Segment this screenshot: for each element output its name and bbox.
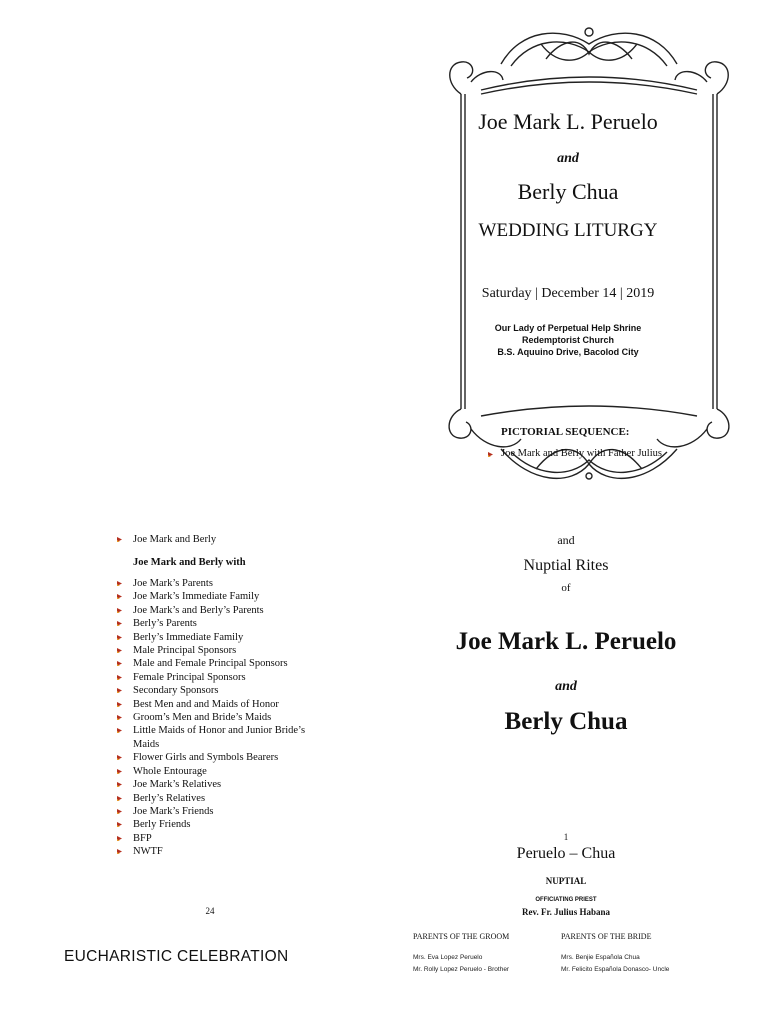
list-item-label: Male Principal Sponsors: [133, 645, 237, 657]
pictorial-sequence-list: [116, 577, 326, 859]
right-bride-name: Berly Chua: [504, 708, 628, 735]
of-text: of: [561, 582, 571, 594]
list-item-label: Joe Mark’s Friends: [133, 805, 214, 817]
cover-and: and: [557, 151, 579, 166]
list-item: [116, 818, 326, 831]
diamond-bullet-icon: [116, 821, 123, 828]
cover-date-month-day: December 14: [541, 286, 617, 301]
diamond-bullet-icon: [116, 620, 123, 627]
diamond-bullet-icon: [116, 781, 123, 788]
groom-parent: Mrs. Eva Lopez Peruelo: [413, 954, 483, 961]
diamond-bullet-icon: [116, 714, 123, 721]
cover-date-day: Saturday: [481, 286, 532, 301]
diamond-bullet-icon: [116, 634, 123, 641]
list-item: [116, 845, 326, 858]
list-item-label: Berly’s Parents: [133, 618, 197, 630]
bride-parent: Mr. Felicito Española Donasco- Uncle: [561, 966, 670, 973]
diamond-bullet-icon: [116, 754, 123, 761]
officiating-label: OFFICIATING PRIEST: [535, 897, 597, 903]
diamond-bullet-icon: [116, 848, 123, 855]
date-separator: |: [535, 286, 542, 301]
list-item-label: NWTF: [133, 846, 163, 858]
list-item: [116, 751, 326, 764]
list-item-label: Groom’s Men and Bride’s Maids: [133, 712, 272, 724]
church-line-3: B.S. Aquuino Drive, Bacolod City: [497, 347, 639, 357]
right-and: and: [557, 533, 575, 547]
diamond-bullet-icon: [116, 808, 123, 815]
diamond-bullet-icon: [116, 660, 123, 667]
list-item: [116, 711, 326, 724]
pictorial-heading: PICTORIAL SEQUENCE:: [501, 426, 630, 438]
nuptial-rites: Nuptial Rites: [523, 557, 609, 574]
list-item-label: Male and Female Principal Sponsors: [133, 658, 288, 670]
page-number-left: 24: [205, 906, 215, 916]
with-heading: Joe Mark and Berly with: [133, 557, 246, 568]
list-item: [116, 577, 326, 590]
list-item: [116, 832, 326, 845]
diamond-bullet-icon: [116, 768, 123, 775]
diamond-bullet-icon: [116, 580, 123, 587]
date-separator: |: [619, 286, 627, 301]
list-item: [116, 765, 326, 778]
diamond-bullet-icon: [116, 687, 123, 694]
list-item-label: Joe Mark’s Immediate Family: [133, 591, 260, 603]
list-item: [116, 644, 326, 657]
list-item: [116, 792, 326, 805]
diamond-bullet-icon: [116, 795, 123, 802]
nuptial-label: NUPTIAL: [545, 876, 587, 886]
list-item-label: Joe Mark’s Relatives: [133, 779, 222, 791]
diamond-bullet-icon: [116, 701, 123, 708]
list-item-label: Best Men and and Maids of Honor: [133, 698, 279, 710]
list-item-label: Whole Entourage: [133, 765, 207, 777]
cover-date: [441, 286, 695, 302]
cover-bride-name: Berly Chua: [517, 179, 619, 204]
diamond-bullet-icon: [116, 593, 123, 600]
cover-liturgy-title: WEDDING LITURGY: [478, 220, 658, 241]
groom-parent: Mr. Rolly Lopez Peruelo - Brother: [413, 966, 510, 973]
list-item: [116, 778, 326, 791]
ornamental-frame: [441, 24, 737, 486]
pictorial-first-list: [116, 533, 216, 546]
church-line-1: Our Lady of Perpetual Help Shrine: [494, 323, 642, 333]
groom-parents-list: [413, 952, 509, 976]
list-item: [116, 631, 326, 644]
bride-parents-heading: PARENTS OF THE BRIDE: [561, 932, 652, 941]
right-groom-name: Joe Mark L. Peruelo: [455, 628, 677, 655]
list-item-label: Joe Mark’s Parents: [133, 578, 213, 589]
list-item: Joe Mark and Berly: [116, 533, 216, 546]
list-item-label: Berly’s Immediate Family: [133, 631, 244, 643]
list-item: [116, 657, 326, 670]
diamond-bullet-icon: [487, 451, 494, 458]
list-item: [116, 590, 326, 603]
diamond-bullet-icon: [116, 727, 123, 734]
list-item: [116, 724, 326, 751]
list-item-label: Female Principal Sponsors: [133, 671, 246, 683]
diamond-bullet-icon: [116, 536, 123, 543]
bride-parent: Mrs. Benjie Española Chua: [561, 954, 640, 961]
list-item-label: Berly Friends: [133, 819, 191, 831]
list-item: [116, 684, 326, 697]
diamond-bullet-icon: [116, 647, 123, 654]
list-item-label: Flower Girls and Symbols Bearers: [133, 752, 279, 764]
list-item-label: Joe Mark’s and Berly’s Parents: [133, 604, 264, 616]
eucharistic-heading: EUCHARISTIC CELEBRATION: [64, 948, 289, 965]
frame-ornament-graphic: [441, 24, 737, 486]
list-item: [116, 698, 326, 711]
church-address: [441, 322, 695, 358]
list-item: [116, 604, 326, 617]
pictorial-first-item: Joe Mark and Berly with Father Julius: [487, 448, 662, 459]
list-item-label: Little Maids of Honor and Junior Bride’s Maids: [133, 725, 306, 750]
cover-date-year: 2019: [626, 286, 655, 301]
list-item: [116, 617, 326, 630]
page-number-right: 1: [563, 832, 569, 842]
right-and-italic: and: [555, 679, 577, 694]
church-line-2: Redemptorist Church: [521, 335, 614, 345]
list-item-label: Berly’s Relatives: [133, 792, 206, 804]
bride-parents-list: [561, 952, 669, 976]
list-item-label: Secondary Sponsors: [133, 685, 219, 697]
diamond-bullet-icon: [116, 674, 123, 681]
list-item: [116, 671, 326, 684]
groom-parents-heading: PARENTS OF THE GROOM: [413, 932, 510, 941]
list-item: [116, 805, 326, 818]
surnames: Peruelo – Chua: [516, 845, 616, 862]
diamond-bullet-icon: [116, 607, 123, 614]
cover-groom-name: Joe Mark L. Peruelo: [478, 109, 658, 134]
priest-name: Rev. Fr. Julius Habana: [522, 907, 610, 917]
diamond-bullet-icon: [116, 835, 123, 842]
list-item-label: BFP: [133, 832, 152, 844]
